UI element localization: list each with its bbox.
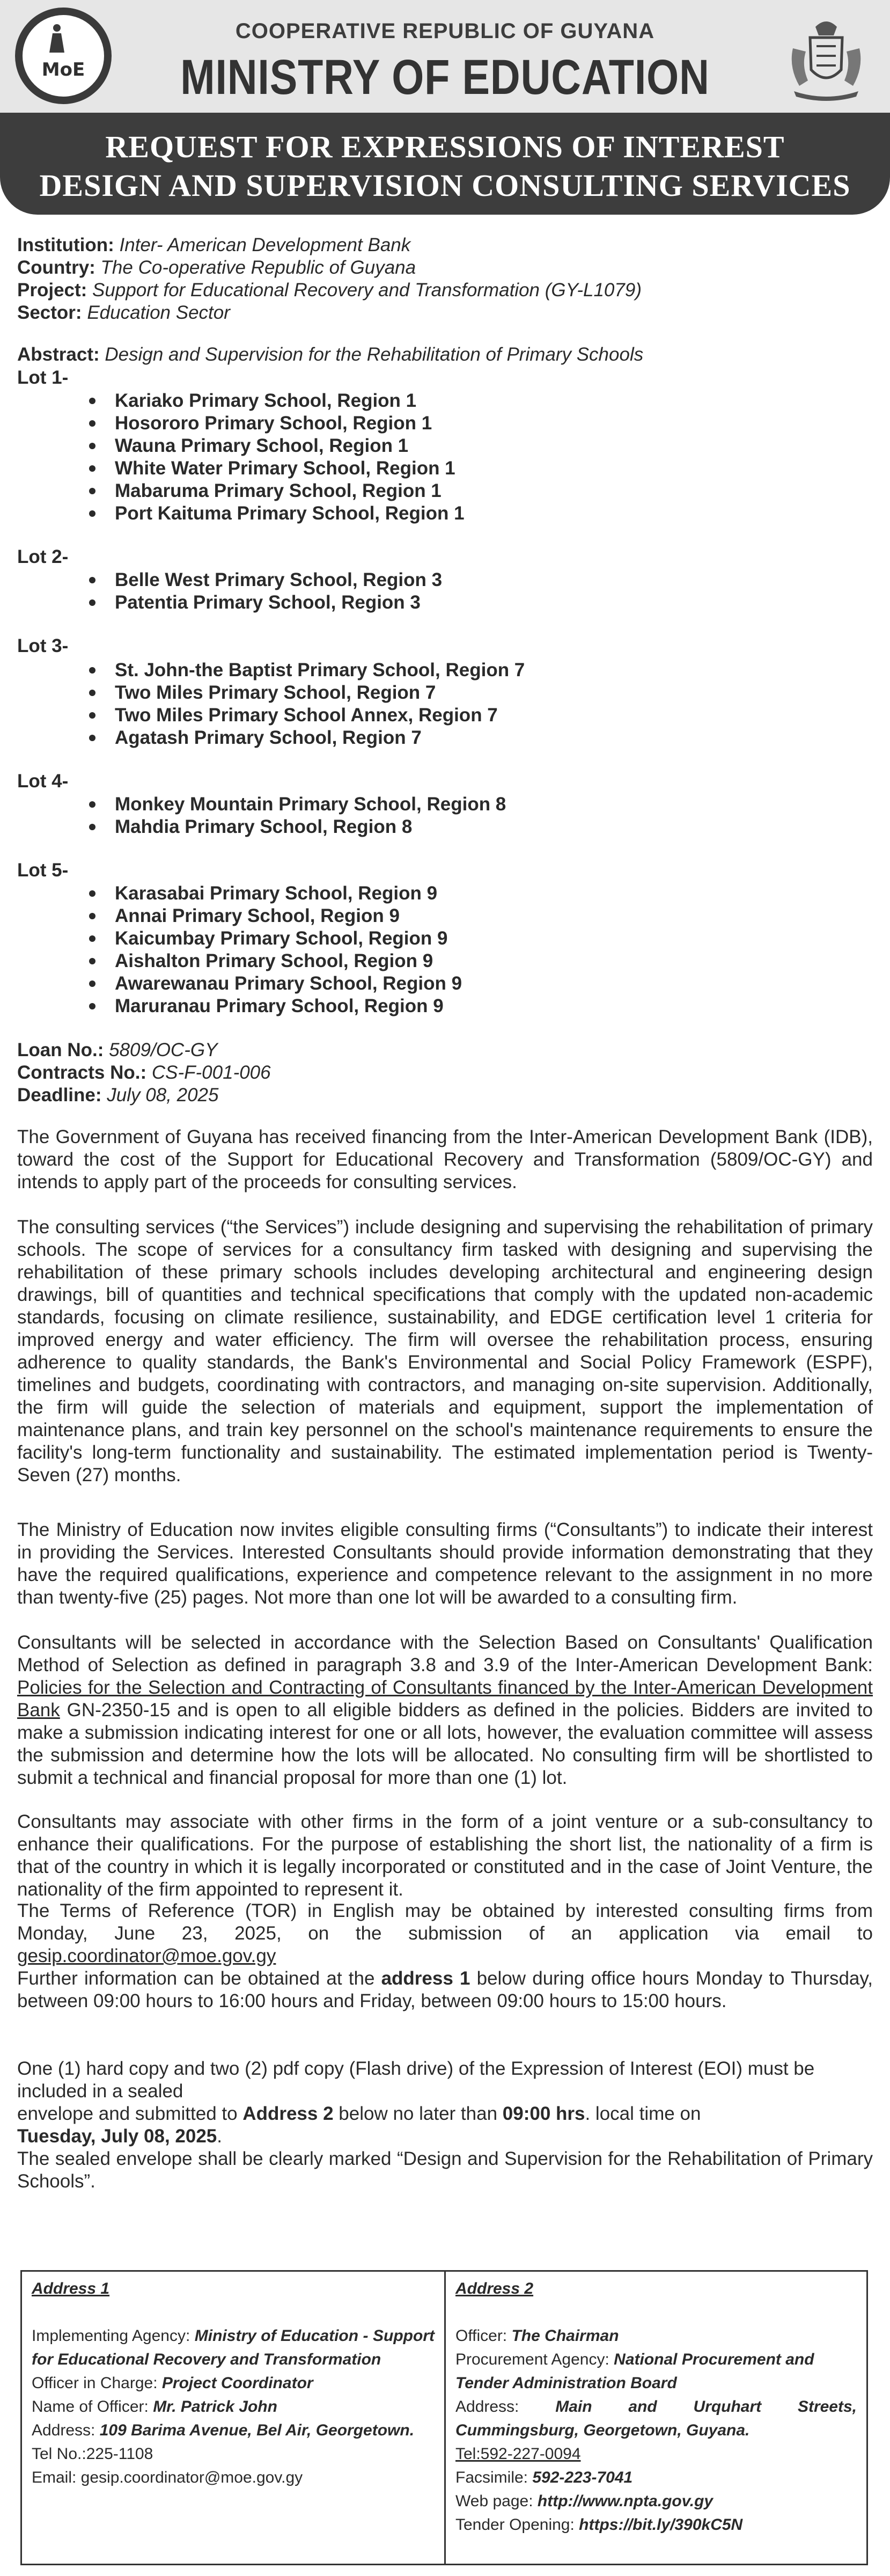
address-1-tel: Tel No.:225-1108	[32, 2445, 153, 2463]
address-2-web	[455, 2490, 857, 2513]
deadline-row	[17, 1084, 873, 1107]
address-2-tel[interactable]: Tel:592-227-0094	[455, 2445, 581, 2463]
paragraph-selection	[17, 1631, 873, 1789]
address-label: Address:	[455, 2398, 556, 2416]
deadline-label: Deadline:	[17, 1085, 102, 1106]
list-item: Two Miles Primary School Annex, Region 7	[87, 704, 525, 727]
contracts-row	[17, 1062, 873, 1084]
banner-line-2: DESIGN AND SUPERVISION CONSULTING SERVICES	[39, 168, 851, 203]
agency-value: Ministry of Education - Support for Educational Recovery and Transformation	[32, 2327, 435, 2368]
officer-value: Project Coordinator	[161, 2374, 313, 2392]
submission-time: 09:00 hrs	[502, 2103, 585, 2124]
address-1-email[interactable]: Email: gesip.coordinator@moe.gov.gy	[32, 2469, 303, 2486]
paragraph-tor	[17, 1900, 873, 1967]
country-label: Country:	[17, 257, 95, 278]
opening-link[interactable]: https://bit.ly/390kC5N	[579, 2516, 743, 2534]
republic-title: COOPERATIVE REPUBLIC OF GUYANA	[235, 19, 655, 43]
list-item: Aishalton Primary School, Region 9	[87, 950, 462, 972]
lot-2-label: Lot 2-	[17, 546, 69, 567]
email-link[interactable]: gesip.coordinator@moe.gov.gy	[17, 1945, 276, 1966]
selection-text-b: GN-2350-15 and is open to all eligible bidders as defined in the policies. Bidders are invited to make a submission indicating interest for one or all lots, however, the evaluation committee will assess the submission and determine how the lots will be allocated. No consulting firm will be shortlisted to submit a technical and financial proposal for more than one (1) lot.	[17, 1700, 873, 1788]
list-item: Hosororo Primary School, Region 1	[87, 412, 465, 435]
further-text-a: Further information can be obtained at the	[17, 1968, 381, 1989]
masthead	[0, 0, 890, 113]
lot-1-list	[87, 390, 465, 525]
list-item: Awarewanau Primary School, Region 9	[87, 972, 462, 995]
sector-label: Sector:	[17, 302, 82, 323]
loan-info	[17, 1039, 873, 1107]
officer-name	[32, 2395, 435, 2419]
list-item: Mahdia Primary School, Region 8	[87, 816, 506, 838]
abstract-row	[17, 343, 873, 366]
further-text-b: below during office hours Monday to Thursday, between 09:00 hours to 16:00 hours and Friday, between 09:00 hours to 15:00 hours.	[17, 1968, 873, 2011]
officer-in-charge	[32, 2372, 435, 2395]
submission-date: Tuesday, July 08, 2025	[17, 2126, 217, 2147]
officer-label: Officer in Charge:	[32, 2374, 162, 2392]
name-value: Mr. Patrick John	[153, 2398, 277, 2416]
project-row	[17, 279, 873, 302]
project-label: Project:	[17, 280, 87, 301]
paragraph-financing: The Government of Guyana has received financing from the Inter-American Development Bank (IDB), toward the cost of the Support for Educational Recovery and Transformation (5809/OC-GY) and intends to apply part of the proceeds for consulting services.	[17, 1126, 873, 1192]
list-item: Mabaruma Primary School, Region 1	[87, 480, 465, 502]
country-value: The Co-operative Republic of Guyana	[100, 257, 416, 278]
deadline-value: July 08, 2025	[107, 1085, 219, 1106]
address-value: 109 Barima Avenue, Bel Air, Georgetown.	[99, 2421, 415, 2439]
loan-value: 5809/OC-GY	[109, 1040, 218, 1060]
address-1-ref: address 1	[381, 1968, 470, 1989]
lot-5-label: Lot 5-	[17, 860, 69, 881]
lot-2-list	[87, 569, 442, 614]
submission-text-c: below no later than	[333, 2103, 503, 2124]
abstract-value: Design and Supervision for the Rehabilitation of Primary Schools	[105, 344, 644, 365]
web-link[interactable]: http://www.npta.gov.gy	[537, 2492, 714, 2510]
agency-label: Implementing Agency:	[32, 2327, 195, 2345]
officer-label: Officer:	[455, 2327, 512, 2345]
list-item: St. John-the Baptist Primary School, Region 7	[87, 659, 525, 682]
abstract	[17, 343, 873, 366]
name-label: Name of Officer:	[32, 2398, 153, 2416]
loan-label: Loan No.:	[17, 1040, 104, 1060]
lot-3-label: Lot 3-	[17, 635, 69, 656]
country-row	[17, 257, 873, 279]
agency-value: National Procurement and Tender Administration Board	[455, 2351, 814, 2392]
address-2-ref: Address 2	[242, 2103, 334, 2124]
agency-label: Procurement Agency:	[455, 2351, 614, 2368]
list-item: Wauna Primary School, Region 1	[87, 435, 465, 457]
lot-3-list	[87, 659, 525, 749]
web-label: Web page:	[455, 2492, 538, 2510]
list-item: White Water Primary School, Region 1	[87, 457, 465, 480]
list-item: Patentia Primary School, Region 3	[87, 591, 442, 614]
list-item: Two Miles Primary School, Region 7	[87, 682, 525, 704]
address-value: Main and Urquhart Streets, Cummingsburg, Georgetown, Guyana.	[455, 2398, 857, 2439]
institution-row	[17, 234, 873, 257]
address-2-opening	[455, 2513, 857, 2537]
institution-label: Institution:	[17, 235, 114, 255]
paragraph-invitation: The Ministry of Education now invites eligible consulting firms (“Consultants”) to indicate their interest in providing the Services. Interested Consultants should provide information demonstrating that they have the required qualifications, experience and competence relevant to the assignment in no more than twenty-five (25) pages. Not more than one lot will be awarded to a consulting firm.	[17, 1519, 873, 1608]
list-item: Maruranau Primary School, Region 9	[87, 995, 462, 1018]
list-item: Monkey Mountain Primary School, Region 8	[87, 793, 506, 816]
officer-value: The Chairman	[511, 2327, 619, 2345]
institution-value: Inter- American Development Bank	[119, 235, 411, 255]
title-banner	[0, 113, 890, 215]
procurement-agency	[455, 2348, 857, 2395]
project-value: Support for Educational Recovery and Transformation (GY-L1079)	[92, 280, 642, 301]
contracts-value: CS-F-001-006	[151, 1062, 271, 1083]
lot-5-list	[87, 882, 462, 1018]
address-2-street	[455, 2395, 857, 2442]
fax-label: Facsimile:	[455, 2469, 533, 2486]
submission-text-b: envelope and submitted to	[17, 2103, 243, 2124]
contracts-label: Contracts No.:	[17, 1062, 147, 1083]
list-item: Karasabai Primary School, Region 9	[87, 882, 462, 905]
paragraph-further-info	[17, 1967, 873, 2012]
list-item: Agatash Primary School, Region 7	[87, 727, 525, 749]
lot-1-label: Lot 1-	[17, 367, 69, 388]
list-item: Belle West Primary School, Region 3	[87, 569, 442, 591]
submission-text-d: . local time on	[585, 2103, 701, 2124]
list-item: Annai Primary School, Region 9	[87, 905, 462, 927]
list-item: Kaicumbay Primary School, Region 9	[87, 927, 462, 950]
list-item: Kariako Primary School, Region 1	[87, 390, 465, 412]
policies-link[interactable]: Policies for the Selection and Contracting of Consultants financed by the Inter-American Development Bank	[17, 1677, 873, 1721]
list-item: Port Kaituma Primary School, Region 1	[87, 502, 465, 525]
lot-4-list	[87, 793, 506, 838]
address-1-column	[22, 2272, 446, 2564]
paragraph-submission	[17, 2058, 873, 2148]
abstract-label: Abstract:	[17, 344, 100, 365]
submission-text-e: .	[217, 2126, 222, 2147]
lot-4-label: Lot 4-	[17, 771, 69, 792]
address-label: Address:	[32, 2421, 100, 2439]
address-2-fax	[455, 2466, 857, 2490]
loan-row	[17, 1039, 873, 1062]
project-info	[17, 234, 873, 324]
banner-line-1: REQUEST FOR EXPRESSIONS OF INTEREST	[105, 129, 785, 164]
coat-of-arms-icon	[778, 16, 874, 102]
address-2-officer	[455, 2324, 857, 2348]
paragraph-services: The consulting services (“the Services”) include designing and supervising the rehabilitation of primary schools. The scope of services for a consultancy firm tasked with designing and supervising the rehabilitation of these primary schools includes developing architectural and engineering design drawings, bill of quantities and technical specifications that comply with the updated non-academic standards, focusing on climate resilience, sustainability, and EDGE certification level 1 criteria for improved energy and water efficiency. The firm will oversee the rehabilitation process, ensuring adherence to quality standards, the Bank's Environmental and Social Policy Framework (ESPF), timelines and budgets, coordinating with contractors, and managing on-site supervision. Additionally, the firm will guide the selection of materials and equipment, support the implementation of maintenance plans, and train key personnel on the school's maintenance requirements to ensure the facility's long-term functionality and sustainability. The estimated implementation period is Twenty- Seven (27) months.	[17, 1217, 873, 1485]
address-2-heading: Address 2	[455, 2280, 534, 2297]
paragraph-association: Consultants may associate with other firms in the form of a joint venture or a sub-consultancy to enhance their qualifications. For the purpose of establishing the short list, the nationality of a firm is that of the country in which it is legally incorporated or constituted and in the case of Joint Venture, the nationality of the firm appointed to represent it.	[17, 1811, 873, 1900]
selection-text-a: Consultants will be selected in accordance with the Selection Based on Consultants' Qualification Method of Selection as defined in paragraph 3.8 and 3.9 of the Inter-American Development Bank:	[17, 1632, 873, 1675]
logo-text: MoE	[41, 59, 85, 80]
address-1-heading: Address 1	[32, 2280, 110, 2297]
tor-text: The Terms of Reference (TOR) in English may be obtained by interested consulting firms from Monday, June 23, 2025, on the submission of an application via email to	[17, 1900, 873, 1944]
paragraph-envelope: The sealed envelope shall be clearly marked “Design and Supervision for the Rehabilitation of Primary Schools”.	[17, 2148, 873, 2192]
sector-value: Education Sector	[87, 302, 230, 323]
opening-label: Tender Opening:	[455, 2516, 579, 2534]
address-1-street	[32, 2419, 435, 2442]
address-table	[20, 2270, 868, 2565]
fax-value: 592-223-7041	[532, 2469, 633, 2486]
submission-text-a: One (1) hard copy and two (2) pdf copy (Flash drive) of the Expression of Interest (EOI) must be included in a sealed	[17, 2058, 815, 2102]
ministry-title: MINISTRY OF EDUCATION	[180, 50, 710, 105]
address-2-column	[446, 2272, 866, 2564]
implementing-agency	[32, 2324, 435, 2372]
sector-row	[17, 302, 873, 324]
